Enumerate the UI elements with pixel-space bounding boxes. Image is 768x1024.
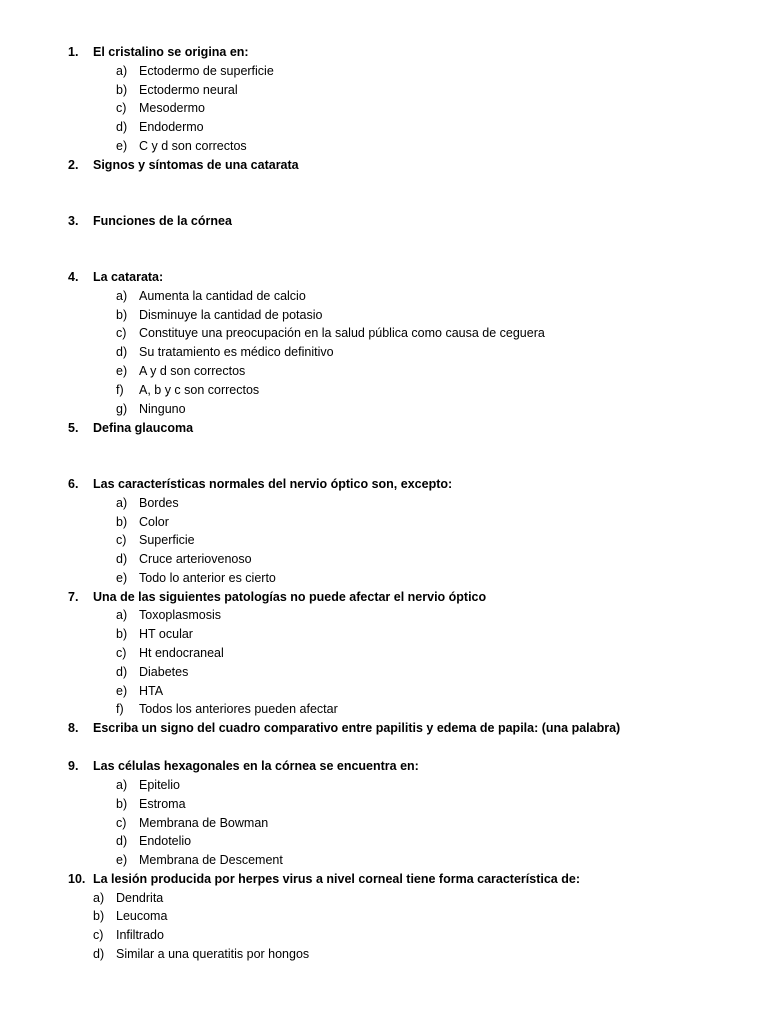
option-text: Membrana de Bowman [139,816,269,830]
option-text: Cruce arteriovenoso [139,552,252,566]
question-text: El cristalino se origina en: [93,45,249,59]
option-text: Mesodermo [139,101,205,115]
option-text: Todos los anteriores pueden afectar [139,702,338,716]
option-letter: c) [116,646,127,660]
option-text: Leucoma [116,909,168,923]
option-letter: f) [116,702,124,716]
question-number: 10. [68,872,86,886]
option-text: Aumenta la cantidad de calcio [139,289,306,303]
option-text: Similar a una queratitis por hongos [116,947,310,961]
question-text: Funciones de la córnea [93,214,232,228]
option-text: Infiltrado [116,928,164,942]
option-text: Epitelio [139,778,180,792]
option-text: Bordes [139,496,179,510]
option-text: HTA [139,684,164,698]
question-text: Signos y síntomas de una catarata [93,158,299,172]
option-letter: c) [116,101,127,115]
option-letter: e) [116,684,128,698]
option-text: Todo lo anterior es cierto [139,571,276,585]
option-letter: a) [116,778,128,792]
option-letter: b) [116,797,128,811]
option-letter: f) [116,383,124,397]
option-letter: d) [116,345,128,359]
question-number: 2. [68,158,79,172]
option-text: Toxoplasmosis [139,608,221,622]
option-letter: c) [116,326,127,340]
option-text: Ectodermo neural [139,83,238,97]
option-text: HT ocular [139,627,193,641]
option-letter: a) [116,64,128,78]
option-letter: d) [93,947,105,961]
option-letter: d) [116,834,128,848]
option-text: Endotelio [139,834,192,848]
option-letter: b) [116,83,128,97]
option-text: Dendrita [116,891,164,905]
option-letter: b) [116,308,128,322]
option-text: Ht endocraneal [139,646,224,660]
question-text: La catarata: [93,270,164,284]
option-letter: c) [116,816,127,830]
option-text: Estroma [139,797,186,811]
question-number: 7. [68,590,79,604]
option-letter: e) [116,853,128,867]
option-letter: b) [93,909,105,923]
option-text: Diabetes [139,665,189,679]
question-number: 9. [68,759,79,773]
option-letter: a) [93,891,105,905]
option-letter: e) [116,139,128,153]
option-text: Endodermo [139,120,204,134]
question-number: 5. [68,421,79,435]
option-text: Ectodermo de superficie [139,64,274,78]
question-number: 8. [68,721,79,735]
question-text: Las células hexagonales en la córnea se encuentra en: [93,759,419,773]
question-number: 6. [68,477,79,491]
option-text: A y d son correctos [139,364,246,378]
option-letter: c) [93,928,104,942]
question-text: Escriba un signo del cuadro comparativo entre papilitis y edema de papila: (una palabra) [93,721,621,735]
option-text: Membrana de Descement [139,853,283,867]
option-letter: a) [116,289,128,303]
question-number: 4. [68,270,79,284]
question-text: Las características normales del nervio óptico son, excepto: [93,477,453,491]
option-letter: d) [116,665,128,679]
option-text: Su tratamiento es médico definitivo [139,345,334,359]
option-letter: a) [116,608,128,622]
option-text: Ninguno [139,402,186,416]
option-letter: b) [116,627,128,641]
question-text: Una de las siguientes patologías no puede afectar el nervio óptico [93,590,487,604]
option-text: Color [139,515,169,529]
question-number: 1. [68,45,79,59]
option-text: Superficie [139,533,195,547]
question-text: Defina glaucoma [93,421,194,435]
option-text: A, b y c son correctos [139,383,260,397]
option-letter: d) [116,552,128,566]
option-letter: e) [116,571,128,585]
option-letter: c) [116,533,127,547]
question-text: La lesión producida por herpes virus a nivel corneal tiene forma característica de: [93,872,580,886]
option-letter: e) [116,364,128,378]
option-text: Constituye una preocupación en la salud pública como causa de ceguera [139,326,545,340]
option-text: C y d son correctos [139,139,247,153]
option-text: Disminuye la cantidad de potasio [139,308,323,322]
option-letter: a) [116,496,128,510]
option-letter: b) [116,515,128,529]
option-letter: d) [116,120,128,134]
question-number: 3. [68,214,79,228]
option-letter: g) [116,402,128,416]
